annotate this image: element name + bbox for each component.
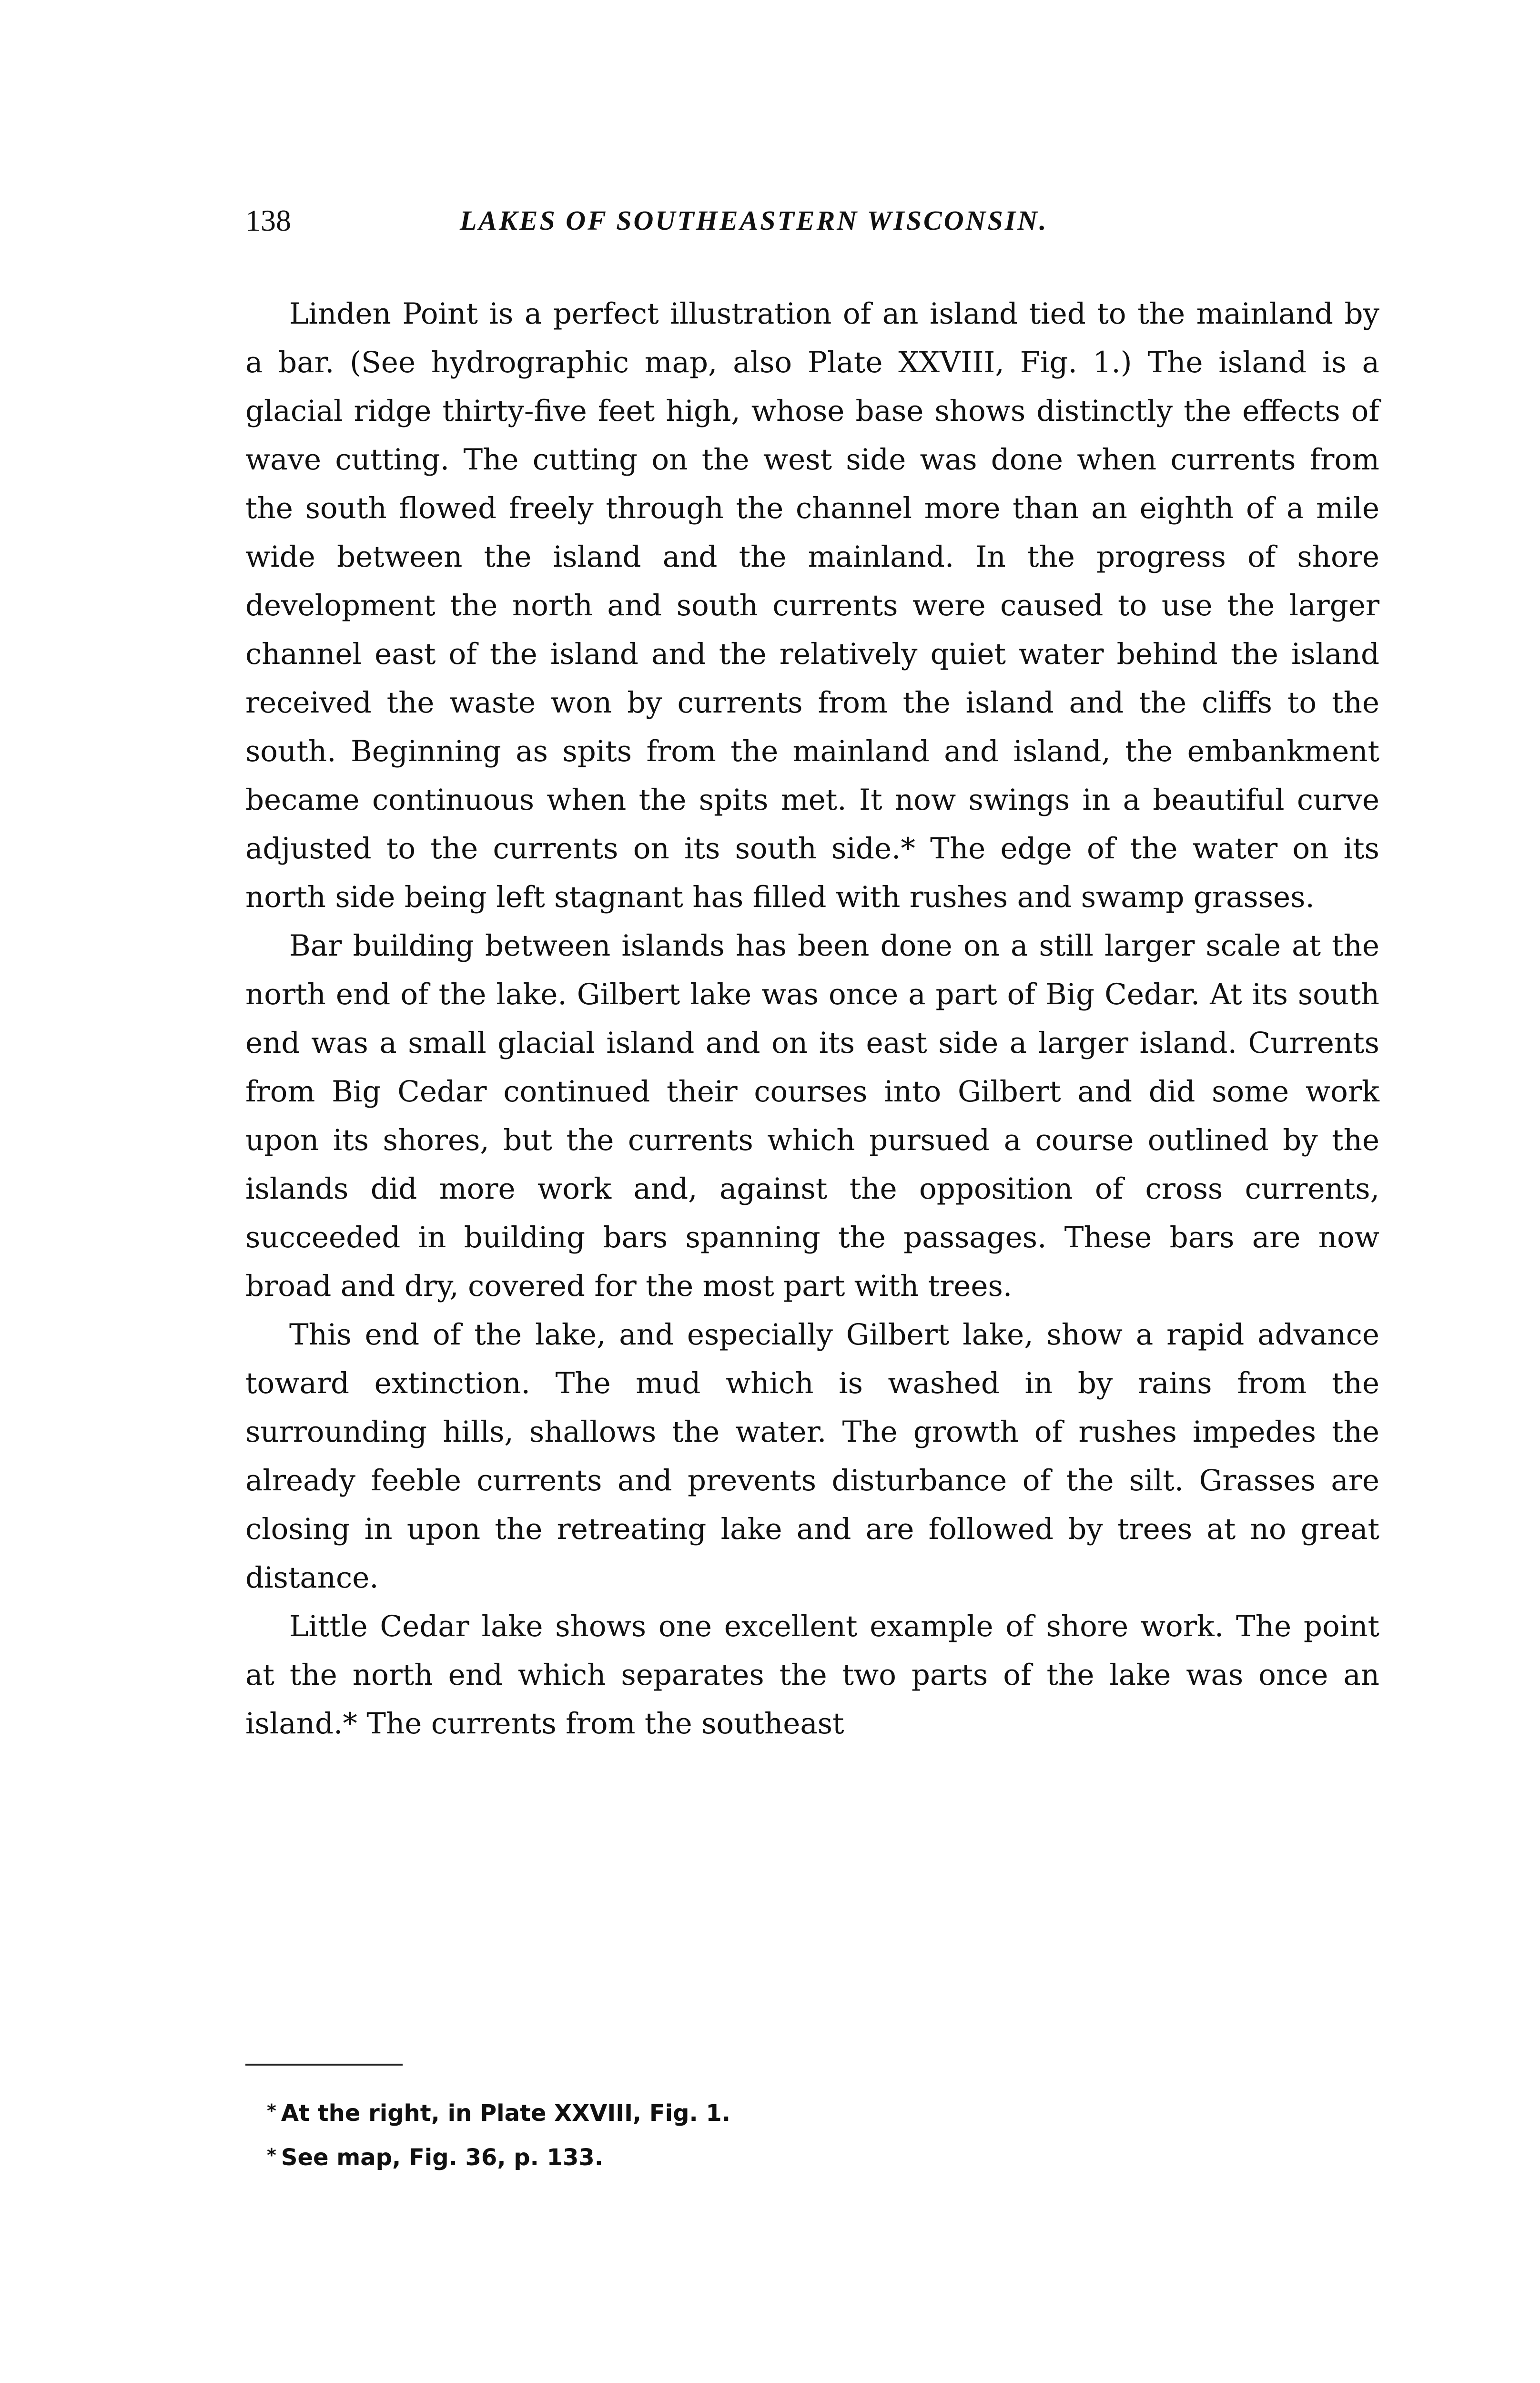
body-text — [245, 290, 1379, 1748]
footnote-text: At the right, in Plate XXVIII, Fig. 1. — [281, 2100, 731, 2127]
paragraph-bar-building: Bar building between islands has been done on a still larger scale at the north end of the lake. Gilbert lake was once a part of Big Cedar. At its south end was a small glacial island and on its east side a larger island. Currents from Big Cedar continued their courses into Gilbert and did some work upon its shores, but the currents which pursued a course outlined by the islands did more work and, against the opposition of cross currents, succeeded in building bars spanning the passages. These bars are now broad and dry, covered for the most part with trees. — [245, 929, 1379, 1303]
footnote-marker: * — [267, 2100, 276, 2121]
footnote-map — [267, 2134, 1363, 2179]
footnote-divider — [245, 2064, 403, 2066]
page-number: 138 — [245, 204, 291, 237]
footnotes — [267, 2090, 1363, 2179]
footnote-text: See map, Fig. 36, p. 133. — [281, 2144, 603, 2171]
page-header — [245, 199, 1379, 242]
paragraph-linden-point: Linden Point is a perfect illustration of an island tied to the mainland by a bar. (See hydrographic map, also Plate XXVIII, Fig. 1.) The island is a glacial ridge thirty-five feet high, whose base shows distinctly the effects of wave cutting. The cutting on the west side was done when currents from the south flowed freely through the channel more than an eighth of a mile wide between the island and the mainland. In the progress of shore development the north and south currents were caused to use the larger channel east of the island and the relatively quiet water behind the island received the waste won by currents from the island and the cliffs to the south. Beginning as spits from the mainland and island, the embankment became continuous when the spits met. It now swings in a beautiful curve adjusted to the currents on its south side.* The edge of the water on its north side being left stagnant has filled with rushes and swamp grasses. — [245, 297, 1379, 914]
running-head: LAKES OF SOUTHEASTERN WISCONSIN. — [460, 205, 1048, 236]
paragraph-little-cedar: Little Cedar lake shows one excellent example of shore work. The point at the north end which separates the two parts of the lake was once an island.* The currents from the southeast — [245, 1609, 1379, 1741]
footnote-plate — [267, 2090, 1363, 2134]
footnote-marker: * — [267, 2145, 276, 2166]
paragraph-extinction: This end of the lake, and especially Gilbert lake, show a rapid advance toward extinction. The mud which is washed in by rains from the surrounding hills, shallows the water. The growth of rushes impedes the already feeble currents and prevents disturbance of the silt. Grasses are closing in upon the retreating lake and are followed by trees at no great distance. — [245, 1318, 1379, 1595]
